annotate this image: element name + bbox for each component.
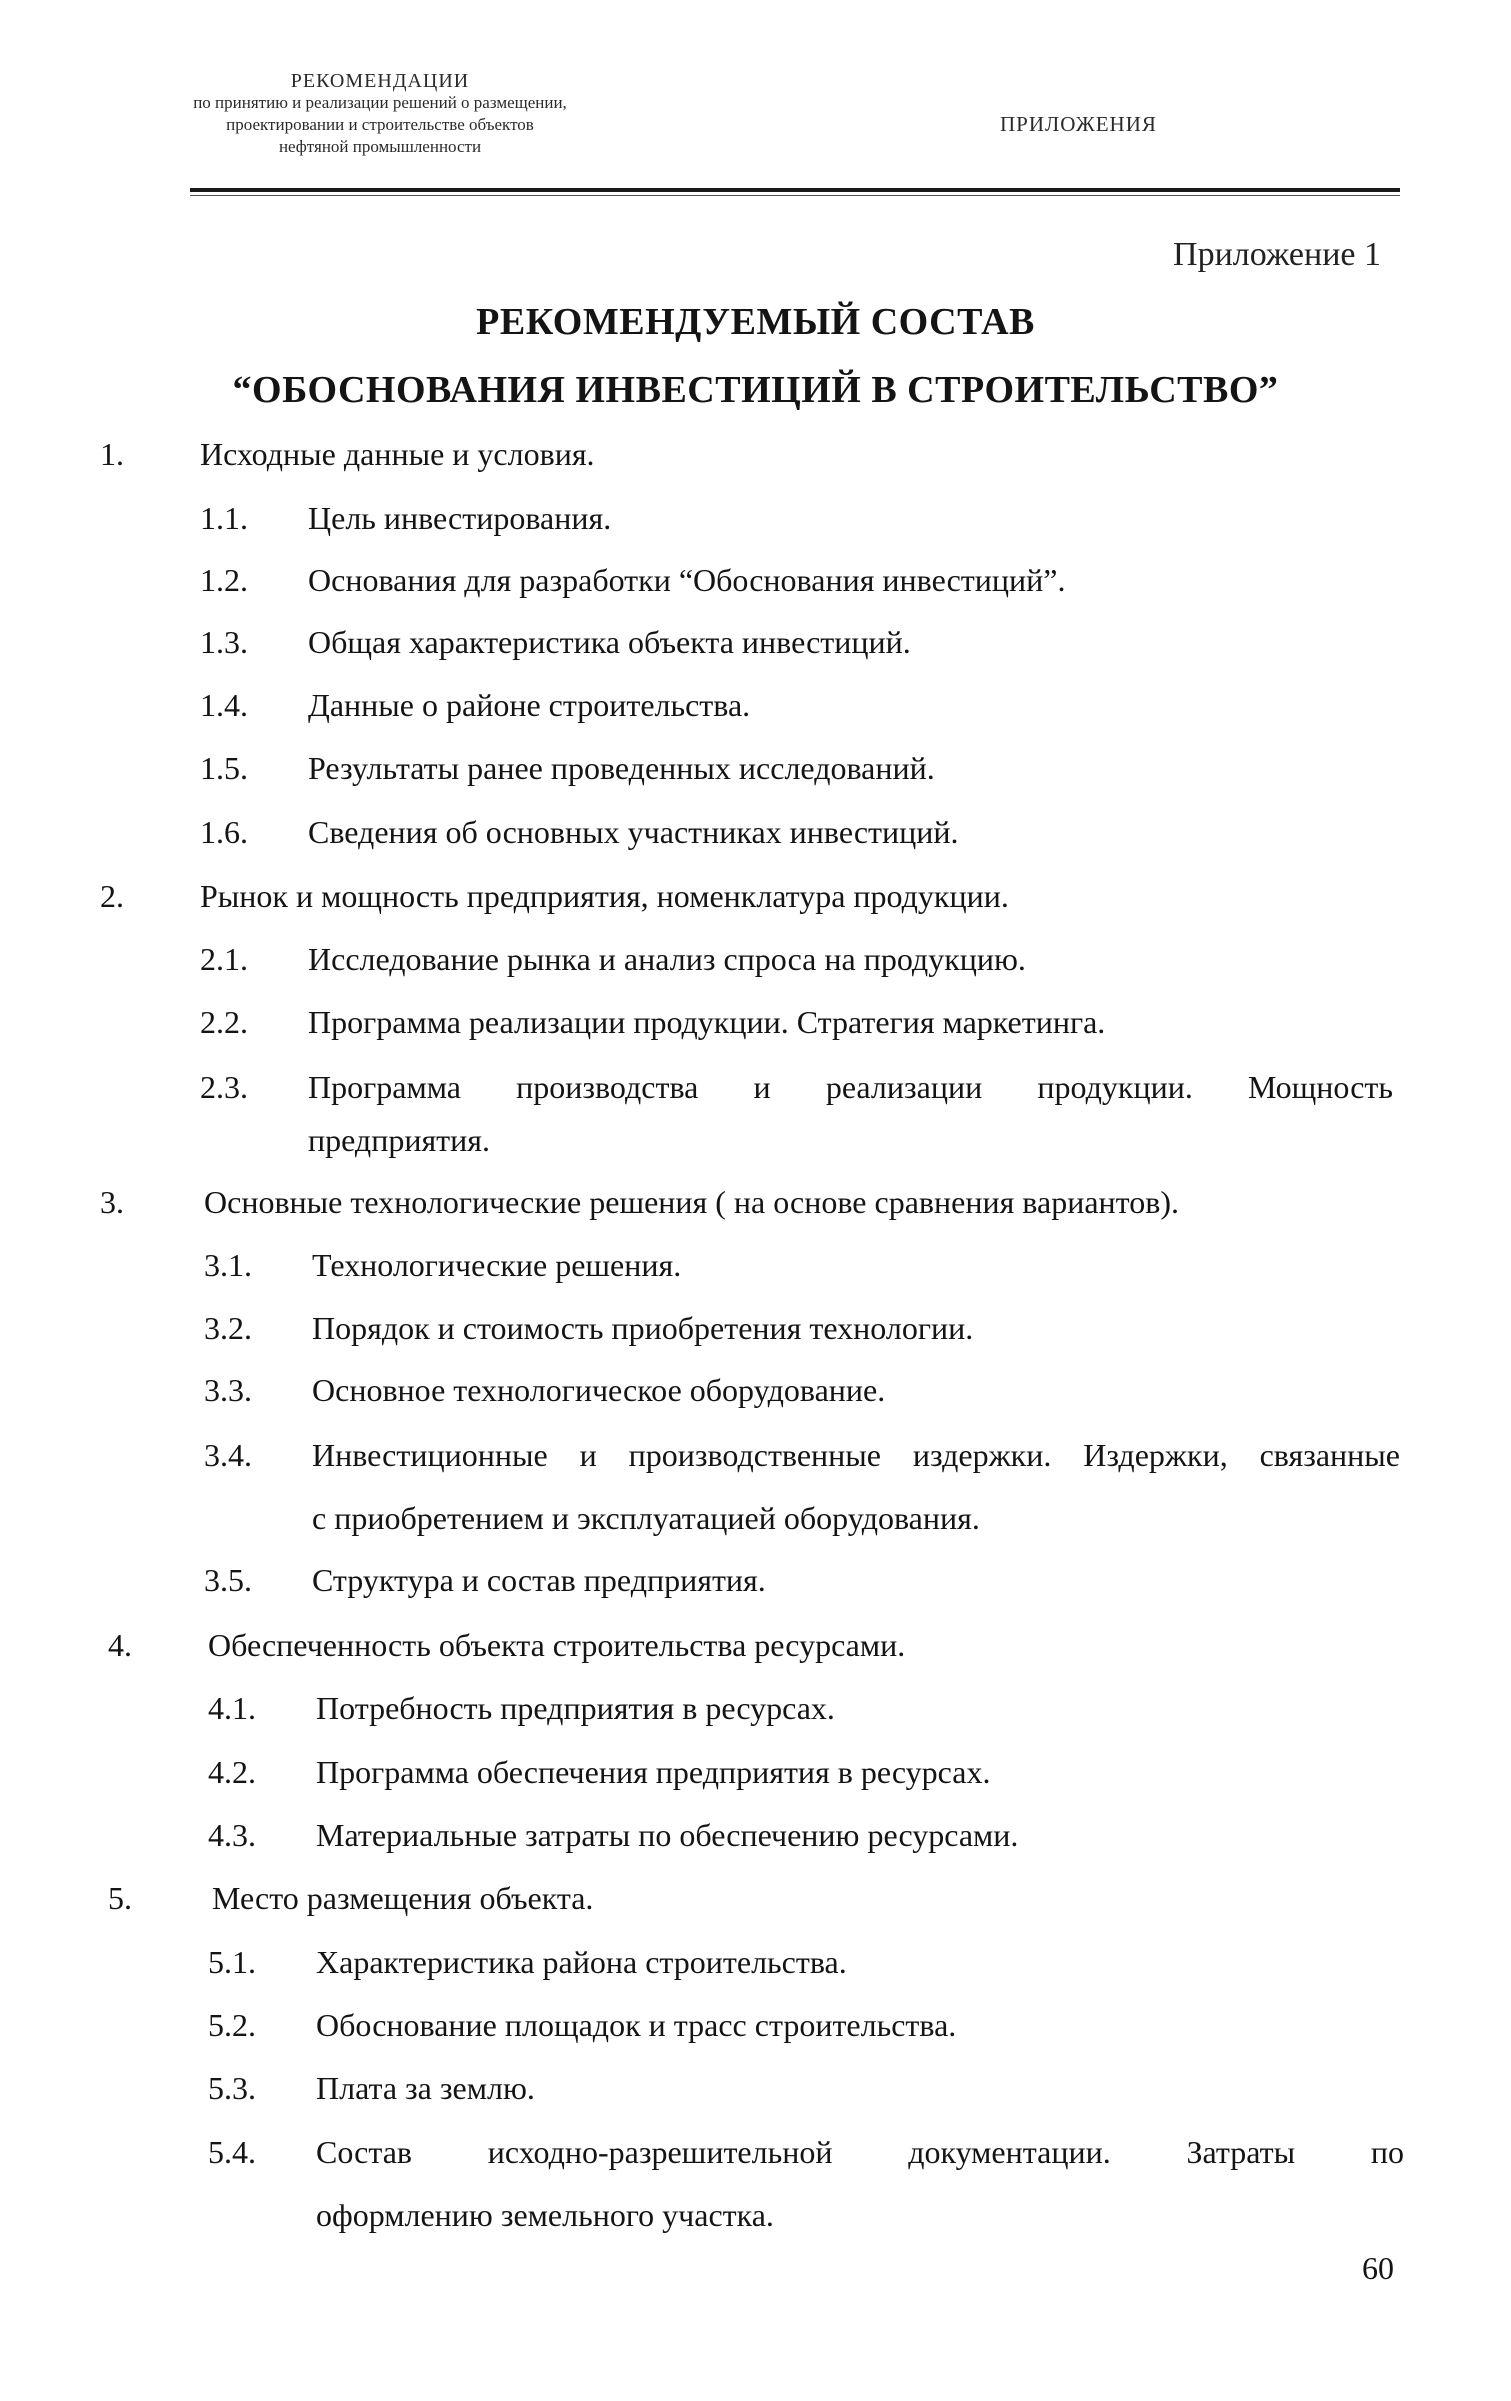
item-number: 1.3. (200, 624, 248, 660)
item-text: Основное технологическое оборудование. (312, 1372, 886, 1408)
item-number: 3.5. (204, 1562, 252, 1598)
item-text: Плата за землю. (316, 2070, 535, 2106)
header-line: проектировании и строительстве объектов (226, 115, 534, 134)
item-number: 5.4. (208, 2134, 256, 2170)
section-title: Обеспеченность объекта строительства ресурсами. (208, 1627, 906, 1663)
section-number: 5. (108, 1880, 132, 1916)
item-number: 4.2. (208, 1754, 256, 1790)
item-text: Результаты ранее проведенных исследований. (308, 750, 935, 786)
section-title: Основные технологические решения ( на основе сравнения вариантов). (204, 1184, 1179, 1220)
item-number: 2.3. (200, 1069, 248, 1105)
section-number: 3. (100, 1184, 124, 1220)
appendix-label: Приложение 1 (1173, 236, 1381, 273)
item-number: 4.3. (208, 1817, 256, 1853)
item-text: Общая характеристика объекта инвестиций. (308, 624, 911, 660)
section-title: Исходные данные и условия. (200, 436, 595, 472)
item-text: Потребность предприятия в ресурсах. (316, 1690, 835, 1726)
section-number: 4. (108, 1627, 132, 1663)
item-number: 5.2. (208, 2007, 256, 2043)
item-text: Программа реализации продукции. Стратегия маркетинга. (308, 1004, 1106, 1040)
header-line: по принятию и реализации решений о размещении, (193, 93, 567, 112)
item-number: 3.2. (204, 1310, 252, 1346)
item-number: 1.6. (200, 814, 248, 850)
item-text: Технологические решения. (312, 1247, 682, 1283)
item-number: 2.1. (200, 941, 248, 977)
header-line: нефтяной промышленности (278, 137, 482, 156)
item-text: Состав исходно-разрешительной документации. Затраты по (316, 2134, 1404, 2170)
item-text: Материальные затраты по обеспечению ресурсами. (316, 1817, 1019, 1853)
section-number: 1. (100, 436, 124, 472)
item-text: Основания для разработки “Обоснования инвестиций”. (308, 562, 1066, 598)
item-number: 1.4. (200, 687, 248, 723)
header-line: РЕКОМЕНДАЦИИ (290, 70, 470, 92)
item-number: 1.2. (200, 562, 248, 598)
item-number: 5.1. (208, 1944, 256, 1980)
section-number: 2. (100, 878, 124, 914)
item-number: 3.1. (204, 1247, 252, 1283)
item-text: Обоснование площадок и трасс строительства. (316, 2007, 957, 2043)
item-text: Сведения об основных участниках инвестиций. (308, 814, 959, 850)
item-number: 2.2. (200, 1004, 248, 1040)
item-text: Структура и состав предприятия. (312, 1562, 766, 1598)
item-text: Программа производства и реализации продукции. Мощность (308, 1069, 1393, 1105)
item-text: Программа обеспечения предприятия в ресурсах. (316, 1754, 991, 1790)
header-section-label: ПРИЛОЖЕНИЯ (1000, 112, 1157, 136)
item-text: Данные о районе строительства. (308, 687, 751, 723)
item-number: 1.5. (200, 750, 248, 786)
item-number: 3.3. (204, 1372, 252, 1408)
item-text: Цель инвестирования. (308, 500, 612, 536)
item-number: 3.4. (204, 1437, 252, 1473)
item-continuation: оформлению земельного участка. (316, 2197, 774, 2233)
page-title: РЕКОМЕНДУЕМЫЙ СОСТАВ (476, 301, 1035, 343)
item-text: Исследование рынка и анализ спроса на продукцию. (308, 941, 1026, 977)
page-subtitle: “ОБОСНОВАНИЯ ИНВЕСТИЦИЙ В СТРОИТЕЛЬСТВО” (232, 369, 1279, 411)
section-title: Место размещения объекта. (212, 1880, 594, 1916)
section-title: Рынок и мощность предприятия, номенклатура продукции. (200, 878, 1009, 914)
item-text: Характеристика района строительства. (316, 1944, 847, 1980)
item-number: 5.3. (208, 2070, 256, 2106)
item-continuation: с приобретением и эксплуатацией оборудования. (312, 1500, 980, 1536)
item-number: 1.1. (200, 500, 248, 536)
page-number: 60 (1362, 2250, 1394, 2286)
item-continuation: предприятия. (308, 1122, 490, 1158)
item-number: 4.1. (208, 1690, 256, 1726)
item-text: Порядок и стоимость приобретения технологии. (312, 1310, 974, 1346)
item-text: Инвестиционные и производственные издержки. Издержки, связанные (312, 1437, 1400, 1473)
